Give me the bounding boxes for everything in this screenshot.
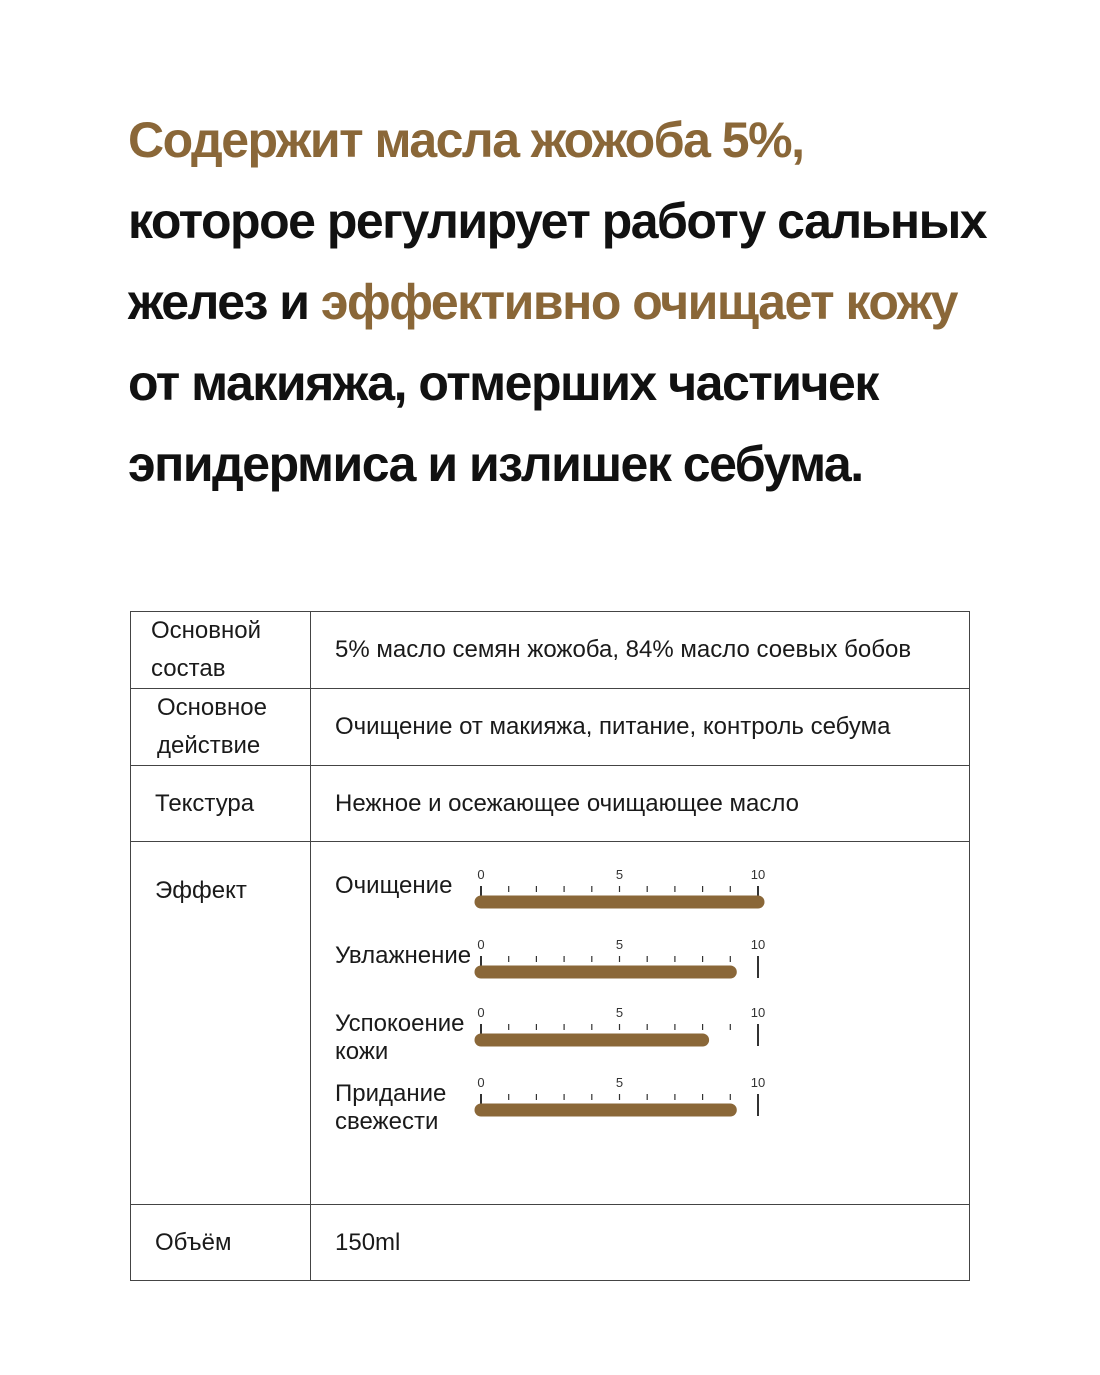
headline-line-2 [128,181,1028,262]
effect-scale [476,867,776,932]
composition-value: 5% масло семян жожоба, 84% масло соевых бобов [311,612,970,689]
effect-scale-svg [476,867,776,932]
composition-label [131,612,311,689]
effect-item-label-line: свежести [335,1108,439,1135]
effect-cell [311,842,970,1205]
headline-text: желез и [128,274,321,330]
scale-tick-label: 10 [750,937,766,952]
effect-scales [311,842,969,1174]
effect-item-label-line: кожи [335,1038,389,1065]
composition-label-line: состав [151,655,226,682]
volume-label: Объём [131,1205,311,1281]
scale-tick-label: 0 [477,937,485,952]
effect-item-label-line: Успокоение [335,1010,465,1037]
effect-item-label-line: Придание [335,1080,447,1107]
scale-tick-label: 0 [477,867,485,882]
texture-label: Текстура [131,766,311,842]
scale-tick-label: 5 [615,1005,624,1020]
effect-item-label-line: Очищение [335,872,453,899]
effect-scale [476,1075,776,1140]
effect-row [335,1005,835,1070]
table-row-effect [131,842,970,1205]
headline-accent-text: Содержит масла жожоба 5%, [128,112,804,168]
headline-line-1 [128,100,1028,181]
effect-item-label [335,872,485,900]
effect-row [335,1075,835,1140]
composition-label-line: Основной [151,617,262,644]
scale-tick-label: 5 [615,1075,624,1090]
scale-tick-label: 5 [615,937,624,952]
headline-line-5 [128,424,1028,505]
scale-tick-label: 10 [750,867,766,882]
action-label-line: Основное [157,694,267,721]
scale-tick-label: 0 [477,1075,485,1090]
headline-text: от макияжа, отмерших частичек [128,355,878,411]
table-row-texture [131,766,970,842]
effect-row [335,937,835,1002]
effect-scale-svg [476,937,776,1002]
headline-line-4 [128,343,1028,424]
scale-tick-label: 0 [477,1005,485,1020]
scale-tick-label: 5 [615,867,624,882]
headline-accent-text: эффективно очищает кожу [320,274,957,330]
headline-text: эпидермиса и излишек себума. [128,436,863,492]
scale-tick-label: 10 [750,1075,766,1090]
headline [128,100,1028,505]
action-value: Очищение от макияжа, питание, контроль себума [311,689,970,766]
effect-scale [476,1005,776,1070]
effect-item-label [335,942,485,970]
table-row-volume [131,1205,970,1281]
spec-table [130,611,970,1281]
table-row-action [131,689,970,766]
effect-label: Эффект [131,842,311,1205]
effect-item-label-line: Увлажнение [335,942,472,969]
effect-item-label [335,1080,485,1136]
headline-text: которое регулирует работу сальных [128,193,987,249]
effect-item-label [335,1010,485,1066]
scale-tick-label: 10 [750,1005,766,1020]
table-row-composition [131,612,970,689]
effect-scale [476,937,776,1002]
effect-scale-svg [476,1005,776,1070]
effect-scale-svg [476,1075,776,1140]
action-label [131,689,311,766]
volume-value: 150ml [311,1205,970,1281]
effect-row [335,867,835,932]
texture-value: Нежное и осежающее очищающее масло [311,766,970,842]
action-label-line: действие [157,732,261,759]
headline-line-3 [128,262,1028,343]
